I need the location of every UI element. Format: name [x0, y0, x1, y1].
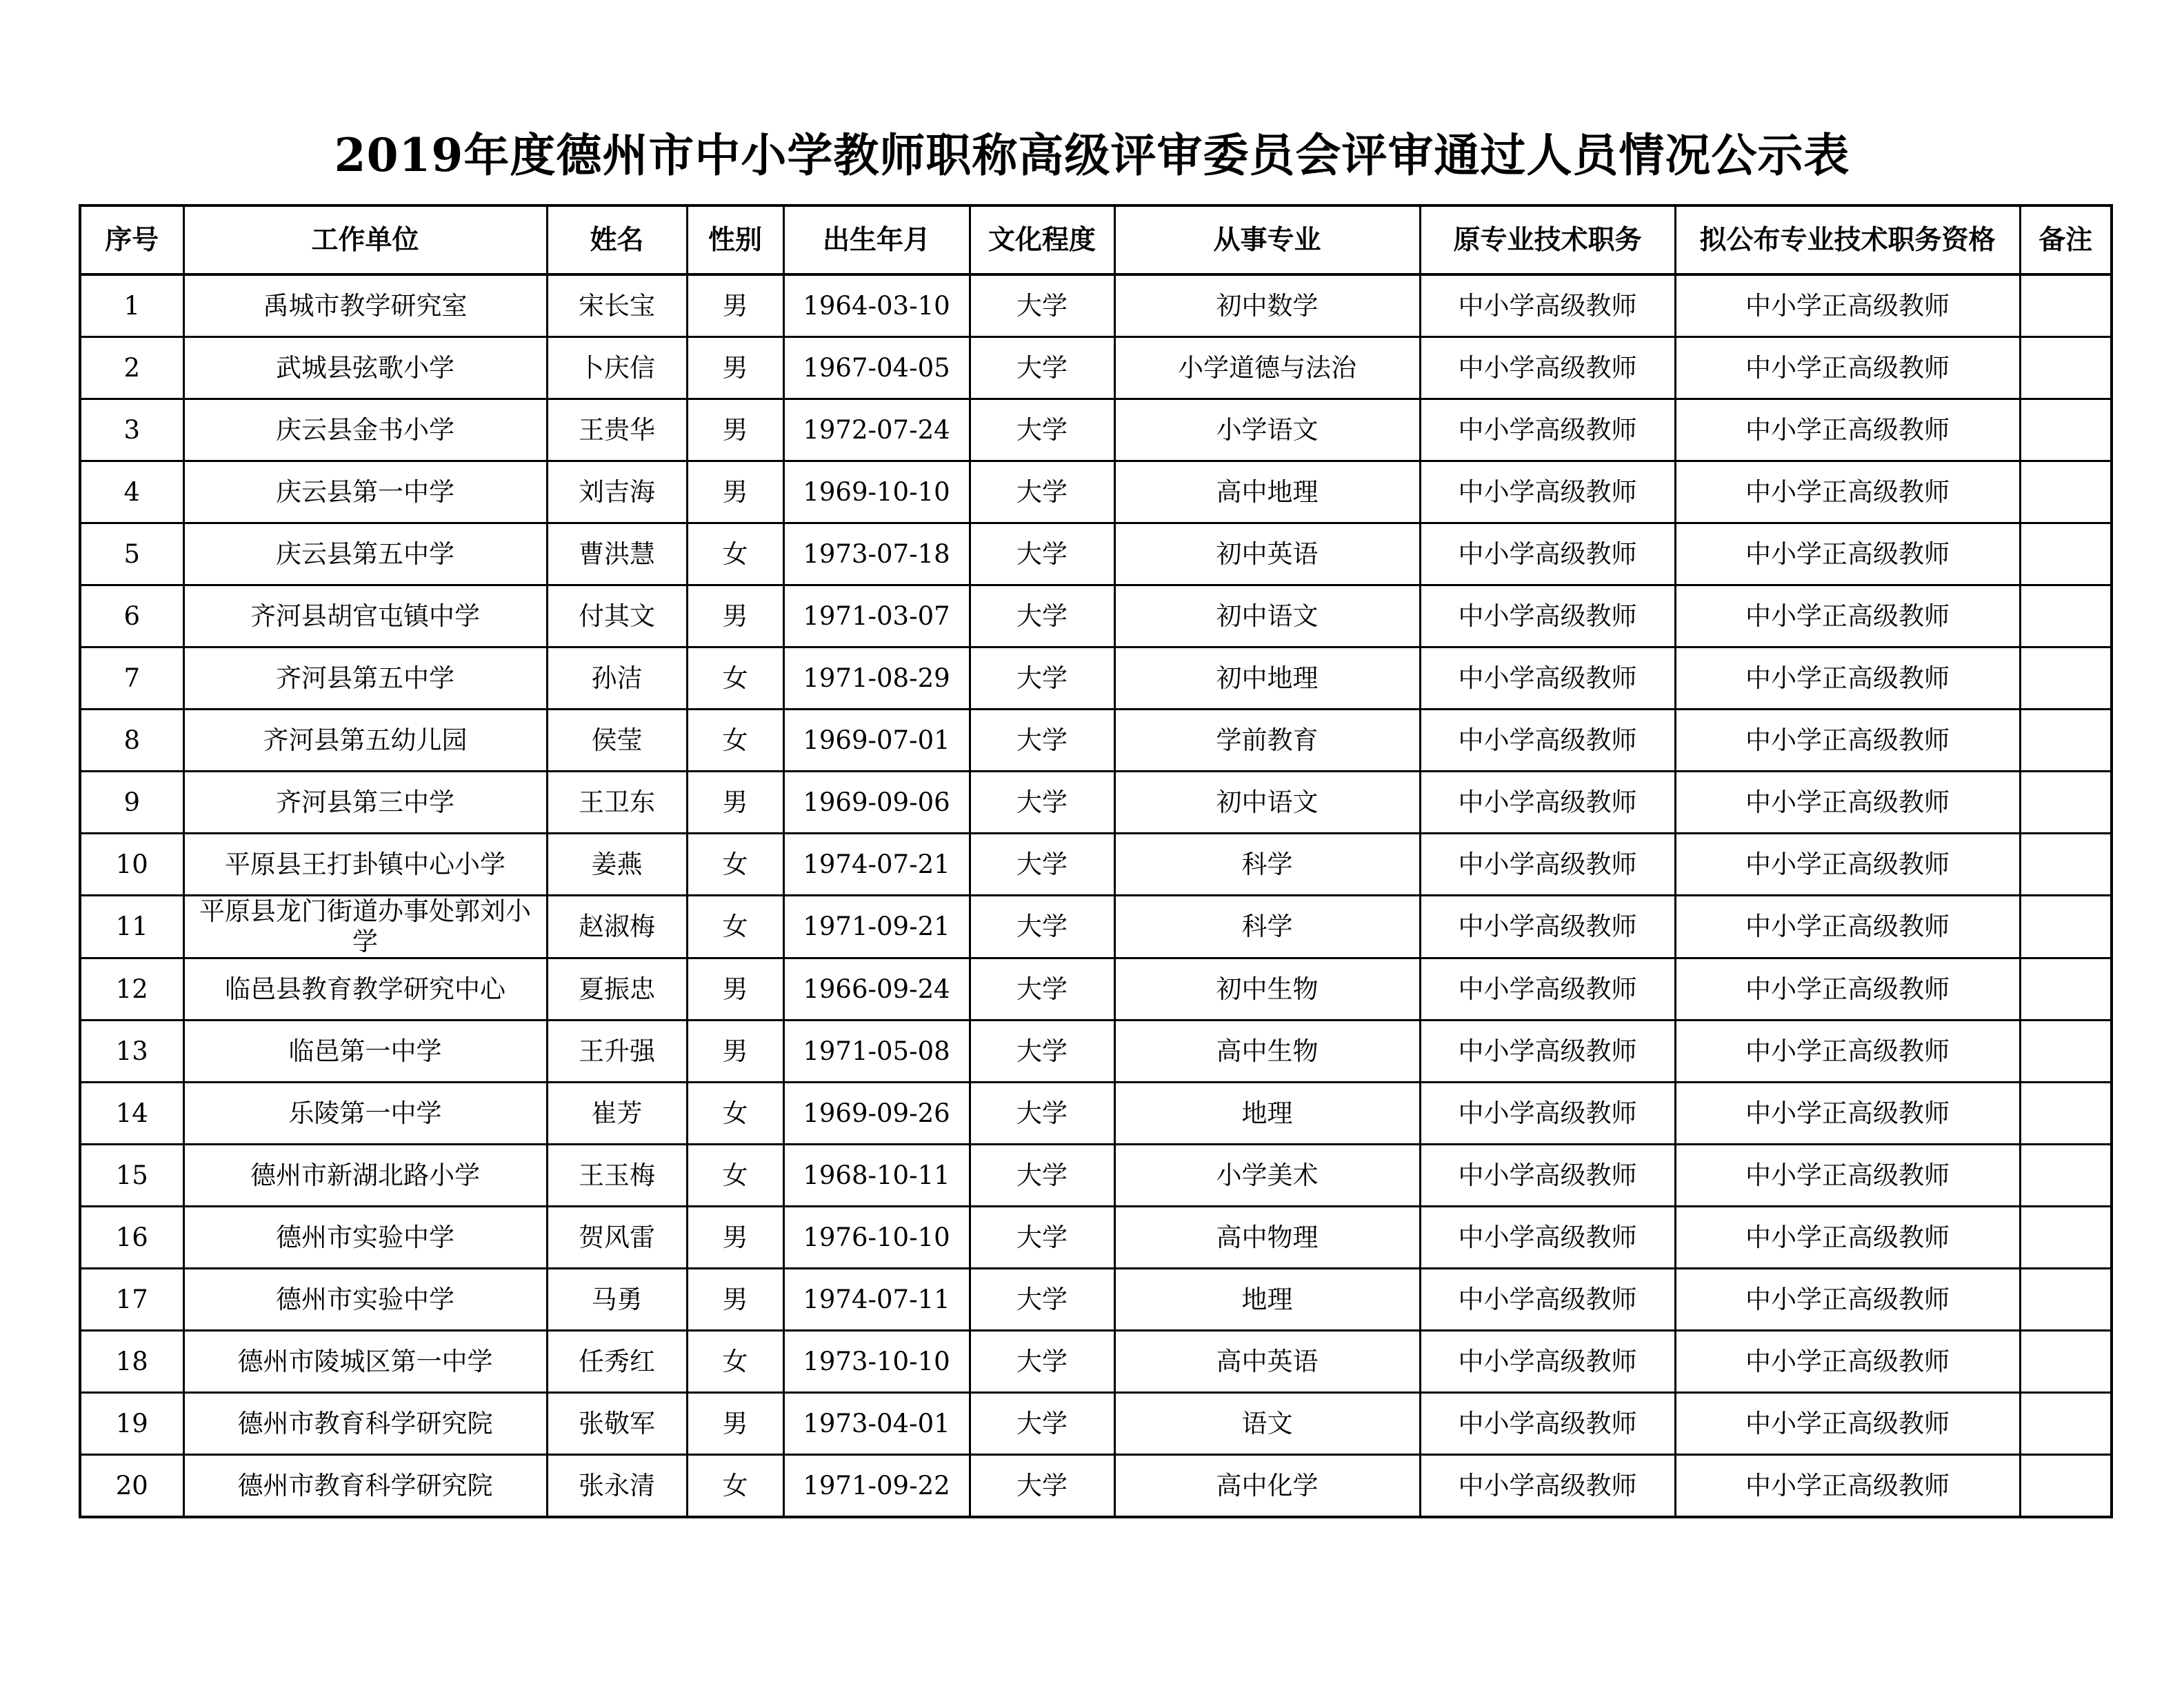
cell-major: 高中物理 — [1114, 1207, 1420, 1269]
cell-major: 小学美术 — [1114, 1145, 1420, 1207]
cell-unit: 齐河县第五幼儿园 — [183, 710, 547, 772]
cell-unit: 庆云县第一中学 — [183, 461, 547, 523]
cell-education: 大学 — [970, 647, 1114, 710]
cell-proposed-title: 中小学正高级教师 — [1675, 585, 2020, 647]
cell-education: 大学 — [970, 772, 1114, 834]
cell-proposed-title: 中小学正高级教师 — [1675, 772, 2020, 834]
cell-remark — [2020, 1331, 2112, 1393]
roster-body — [80, 274, 2112, 1517]
cell-education: 大学 — [970, 399, 1114, 461]
cell-no: 14 — [80, 1083, 183, 1145]
col-header-education: 文化程度 — [970, 205, 1114, 274]
cell-proposed-title: 中小学正高级教师 — [1675, 958, 2020, 1021]
col-header-remark: 备注 — [2020, 205, 2112, 274]
cell-sex: 女 — [687, 1083, 783, 1145]
table-row — [80, 834, 2112, 896]
cell-name: 姜燕 — [547, 834, 687, 896]
cell-unit: 庆云县第五中学 — [183, 523, 547, 585]
cell-proposed-title: 中小学正高级教师 — [1675, 896, 2020, 958]
cell-birth: 1973-10-10 — [783, 1331, 970, 1393]
cell-education: 大学 — [970, 834, 1114, 896]
cell-major: 初中英语 — [1114, 523, 1420, 585]
cell-remark — [2020, 1145, 2112, 1207]
cell-name: 赵淑梅 — [547, 896, 687, 958]
cell-original-title: 中小学高级教师 — [1420, 1269, 1675, 1331]
cell-no: 15 — [80, 1145, 183, 1207]
cell-education: 大学 — [970, 958, 1114, 1021]
cell-original-title: 中小学高级教师 — [1420, 461, 1675, 523]
cell-sex: 男 — [687, 1207, 783, 1269]
cell-name: 曹洪慧 — [547, 523, 687, 585]
cell-original-title: 中小学高级教师 — [1420, 958, 1675, 1021]
cell-unit: 齐河县第五中学 — [183, 647, 547, 710]
cell-education: 大学 — [970, 896, 1114, 958]
cell-name: 付其文 — [547, 585, 687, 647]
cell-remark — [2020, 1269, 2112, 1331]
cell-sex: 女 — [687, 1145, 783, 1207]
cell-unit: 德州市新湖北路小学 — [183, 1145, 547, 1207]
cell-birth: 1971-09-21 — [783, 896, 970, 958]
cell-education: 大学 — [970, 523, 1114, 585]
cell-proposed-title: 中小学正高级教师 — [1675, 461, 2020, 523]
cell-sex: 女 — [687, 647, 783, 710]
cell-education: 大学 — [970, 710, 1114, 772]
cell-original-title: 中小学高级教师 — [1420, 1207, 1675, 1269]
cell-proposed-title: 中小学正高级教师 — [1675, 1021, 2020, 1083]
cell-proposed-title: 中小学正高级教师 — [1675, 647, 2020, 710]
cell-proposed-title: 中小学正高级教师 — [1675, 523, 2020, 585]
cell-unit: 齐河县胡官屯镇中学 — [183, 585, 547, 647]
cell-birth: 1969-07-01 — [783, 710, 970, 772]
table-row — [80, 1455, 2112, 1518]
cell-original-title: 中小学高级教师 — [1420, 399, 1675, 461]
cell-sex: 女 — [687, 523, 783, 585]
cell-original-title: 中小学高级教师 — [1420, 337, 1675, 399]
cell-name: 王升强 — [547, 1021, 687, 1083]
cell-no: 5 — [80, 523, 183, 585]
cell-education: 大学 — [970, 1455, 1114, 1518]
cell-no: 16 — [80, 1207, 183, 1269]
cell-education: 大学 — [970, 1021, 1114, 1083]
cell-original-title: 中小学高级教师 — [1420, 772, 1675, 834]
cell-major: 初中数学 — [1114, 274, 1420, 337]
cell-original-title: 中小学高级教师 — [1420, 1331, 1675, 1393]
cell-birth: 1973-04-01 — [783, 1393, 970, 1455]
cell-no: 19 — [80, 1393, 183, 1455]
cell-major: 高中英语 — [1114, 1331, 1420, 1393]
cell-unit: 乐陵第一中学 — [183, 1083, 547, 1145]
cell-remark — [2020, 896, 2112, 958]
cell-major: 科学 — [1114, 896, 1420, 958]
cell-original-title: 中小学高级教师 — [1420, 523, 1675, 585]
col-header-name: 姓名 — [547, 205, 687, 274]
cell-unit: 平原县王打卦镇中心小学 — [183, 834, 547, 896]
cell-major: 初中语文 — [1114, 772, 1420, 834]
cell-name: 宋长宝 — [547, 274, 687, 337]
cell-education: 大学 — [970, 274, 1114, 337]
cell-remark — [2020, 523, 2112, 585]
cell-proposed-title: 中小学正高级教师 — [1675, 1083, 2020, 1145]
cell-major: 高中地理 — [1114, 461, 1420, 523]
table-row — [80, 1021, 2112, 1083]
cell-sex: 男 — [687, 1393, 783, 1455]
cell-sex: 男 — [687, 772, 783, 834]
table-row — [80, 585, 2112, 647]
cell-name: 贺风雷 — [547, 1207, 687, 1269]
cell-unit: 齐河县第三中学 — [183, 772, 547, 834]
cell-remark — [2020, 1083, 2112, 1145]
cell-sex: 男 — [687, 337, 783, 399]
table-row — [80, 647, 2112, 710]
cell-original-title: 中小学高级教师 — [1420, 896, 1675, 958]
cell-unit: 临邑第一中学 — [183, 1021, 547, 1083]
cell-remark — [2020, 1207, 2112, 1269]
cell-birth: 1974-07-11 — [783, 1269, 970, 1331]
cell-name: 崔芳 — [547, 1083, 687, 1145]
table-row — [80, 1393, 2112, 1455]
cell-proposed-title: 中小学正高级教师 — [1675, 1207, 2020, 1269]
cell-unit: 德州市教育科学研究院 — [183, 1393, 547, 1455]
cell-no: 10 — [80, 834, 183, 896]
cell-remark — [2020, 772, 2112, 834]
cell-no: 13 — [80, 1021, 183, 1083]
cell-birth: 1964-03-10 — [783, 274, 970, 337]
cell-no: 12 — [80, 958, 183, 1021]
cell-remark — [2020, 1455, 2112, 1518]
cell-education: 大学 — [970, 337, 1114, 399]
cell-sex: 男 — [687, 461, 783, 523]
cell-no: 4 — [80, 461, 183, 523]
cell-birth: 1971-09-22 — [783, 1455, 970, 1518]
cell-unit: 德州市教育科学研究院 — [183, 1455, 547, 1518]
cell-major: 地理 — [1114, 1269, 1420, 1331]
cell-major: 地理 — [1114, 1083, 1420, 1145]
cell-name: 侯莹 — [547, 710, 687, 772]
cell-major: 语文 — [1114, 1393, 1420, 1455]
col-header-birth: 出生年月 — [783, 205, 970, 274]
cell-proposed-title: 中小学正高级教师 — [1675, 1331, 2020, 1393]
cell-no: 1 — [80, 274, 183, 337]
cell-name: 王贵华 — [547, 399, 687, 461]
cell-original-title: 中小学高级教师 — [1420, 834, 1675, 896]
col-header-original-title: 原专业技术职务 — [1420, 205, 1675, 274]
table-row — [80, 896, 2112, 958]
cell-birth: 1971-05-08 — [783, 1021, 970, 1083]
cell-major: 科学 — [1114, 834, 1420, 896]
cell-major: 初中地理 — [1114, 647, 1420, 710]
cell-education: 大学 — [970, 1393, 1114, 1455]
cell-no: 17 — [80, 1269, 183, 1331]
cell-birth: 1976-10-10 — [783, 1207, 970, 1269]
header-row — [80, 205, 2112, 274]
cell-name: 张敬军 — [547, 1393, 687, 1455]
cell-no: 3 — [80, 399, 183, 461]
cell-sex: 女 — [687, 1455, 783, 1518]
cell-major: 高中化学 — [1114, 1455, 1420, 1518]
cell-birth: 1973-07-18 — [783, 523, 970, 585]
cell-remark — [2020, 585, 2112, 647]
cell-unit: 德州市实验中学 — [183, 1269, 547, 1331]
cell-major: 高中生物 — [1114, 1021, 1420, 1083]
cell-unit: 庆云县金书小学 — [183, 399, 547, 461]
cell-sex: 女 — [687, 896, 783, 958]
cell-no: 9 — [80, 772, 183, 834]
cell-original-title: 中小学高级教师 — [1420, 1455, 1675, 1518]
table-row — [80, 710, 2112, 772]
cell-name: 王卫东 — [547, 772, 687, 834]
cell-unit: 临邑县教育教学研究中心 — [183, 958, 547, 1021]
cell-proposed-title: 中小学正高级教师 — [1675, 274, 2020, 337]
table-row — [80, 1207, 2112, 1269]
page-title: 2019年度德州市中小学教师职称高级评审委员会评审通过人员情况公示表 — [334, 128, 1850, 182]
cell-original-title: 中小学高级教师 — [1420, 1393, 1675, 1455]
cell-education: 大学 — [970, 461, 1114, 523]
cell-education: 大学 — [970, 1207, 1114, 1269]
cell-name: 任秀红 — [547, 1331, 687, 1393]
cell-original-title: 中小学高级教师 — [1420, 585, 1675, 647]
cell-name: 张永清 — [547, 1455, 687, 1518]
cell-no: 6 — [80, 585, 183, 647]
cell-major: 小学语文 — [1114, 399, 1420, 461]
cell-education: 大学 — [970, 1145, 1114, 1207]
cell-sex: 男 — [687, 399, 783, 461]
cell-birth: 1967-04-05 — [783, 337, 970, 399]
cell-proposed-title: 中小学正高级教师 — [1675, 1269, 2020, 1331]
table-row — [80, 399, 2112, 461]
cell-sex: 男 — [687, 958, 783, 1021]
cell-proposed-title: 中小学正高级教师 — [1675, 710, 2020, 772]
cell-major: 初中语文 — [1114, 585, 1420, 647]
cell-no: 8 — [80, 710, 183, 772]
cell-proposed-title: 中小学正高级教师 — [1675, 834, 2020, 896]
cell-original-title: 中小学高级教师 — [1420, 647, 1675, 710]
cell-education: 大学 — [970, 1083, 1114, 1145]
cell-remark — [2020, 461, 2112, 523]
cell-proposed-title: 中小学正高级教师 — [1675, 399, 2020, 461]
cell-birth: 1969-09-26 — [783, 1083, 970, 1145]
table-row — [80, 274, 2112, 337]
cell-unit: 德州市陵城区第一中学 — [183, 1331, 547, 1393]
cell-no: 11 — [80, 896, 183, 958]
cell-original-title: 中小学高级教师 — [1420, 1145, 1675, 1207]
col-header-unit: 工作单位 — [183, 205, 547, 274]
cell-birth: 1966-09-24 — [783, 958, 970, 1021]
cell-sex: 女 — [687, 1331, 783, 1393]
cell-proposed-title: 中小学正高级教师 — [1675, 337, 2020, 399]
cell-birth: 1971-03-07 — [783, 585, 970, 647]
cell-proposed-title: 中小学正高级教师 — [1675, 1455, 2020, 1518]
table-row — [80, 1083, 2112, 1145]
cell-no: 18 — [80, 1331, 183, 1393]
cell-major: 小学道德与法治 — [1114, 337, 1420, 399]
cell-original-title: 中小学高级教师 — [1420, 274, 1675, 337]
cell-education: 大学 — [970, 585, 1114, 647]
cell-birth: 1974-07-21 — [783, 834, 970, 896]
table-row — [80, 337, 2112, 399]
cell-proposed-title: 中小学正高级教师 — [1675, 1145, 2020, 1207]
cell-birth: 1971-08-29 — [783, 647, 970, 710]
cell-no: 20 — [80, 1455, 183, 1518]
table-row — [80, 772, 2112, 834]
cell-original-title: 中小学高级教师 — [1420, 710, 1675, 772]
table-row — [80, 461, 2112, 523]
cell-remark — [2020, 834, 2112, 896]
cell-unit: 禹城市教学研究室 — [183, 274, 547, 337]
cell-original-title: 中小学高级教师 — [1420, 1083, 1675, 1145]
table-row — [80, 958, 2112, 1021]
cell-sex: 男 — [687, 585, 783, 647]
cell-no: 7 — [80, 647, 183, 710]
col-header-major: 从事专业 — [1114, 205, 1420, 274]
cell-remark — [2020, 399, 2112, 461]
col-header-sex: 性别 — [687, 205, 783, 274]
cell-name: 刘吉海 — [547, 461, 687, 523]
cell-remark — [2020, 274, 2112, 337]
cell-remark — [2020, 958, 2112, 1021]
cell-sex: 女 — [687, 710, 783, 772]
cell-major: 初中生物 — [1114, 958, 1420, 1021]
cell-remark — [2020, 1393, 2112, 1455]
roster-table — [79, 204, 2113, 1518]
table-row — [80, 1269, 2112, 1331]
cell-remark — [2020, 1021, 2112, 1083]
cell-original-title: 中小学高级教师 — [1420, 1021, 1675, 1083]
cell-unit: 德州市实验中学 — [183, 1207, 547, 1269]
cell-name: 马勇 — [547, 1269, 687, 1331]
cell-sex: 男 — [687, 1269, 783, 1331]
cell-unit: 平原县龙门街道办事处郭刘小学 — [183, 896, 547, 958]
col-header-no: 序号 — [80, 205, 183, 274]
cell-remark — [2020, 647, 2112, 710]
cell-name: 卜庆信 — [547, 337, 687, 399]
cell-birth: 1972-07-24 — [783, 399, 970, 461]
cell-education: 大学 — [970, 1269, 1114, 1331]
table-row — [80, 523, 2112, 585]
cell-education: 大学 — [970, 1331, 1114, 1393]
cell-birth: 1968-10-11 — [783, 1145, 970, 1207]
cell-no: 2 — [80, 337, 183, 399]
cell-sex: 女 — [687, 834, 783, 896]
cell-sex: 男 — [687, 274, 783, 337]
cell-sex: 男 — [687, 1021, 783, 1083]
cell-name: 王玉梅 — [547, 1145, 687, 1207]
cell-unit: 武城县弦歌小学 — [183, 337, 547, 399]
cell-name: 夏振忠 — [547, 958, 687, 1021]
cell-name: 孙洁 — [547, 647, 687, 710]
col-header-proposed-title: 拟公布专业技术职务资格 — [1675, 205, 2020, 274]
cell-major: 学前教育 — [1114, 710, 1420, 772]
cell-birth: 1969-10-10 — [783, 461, 970, 523]
cell-remark — [2020, 337, 2112, 399]
cell-birth: 1969-09-06 — [783, 772, 970, 834]
table-row — [80, 1145, 2112, 1207]
table-row — [80, 1331, 2112, 1393]
cell-remark — [2020, 710, 2112, 772]
cell-proposed-title: 中小学正高级教师 — [1675, 1393, 2020, 1455]
